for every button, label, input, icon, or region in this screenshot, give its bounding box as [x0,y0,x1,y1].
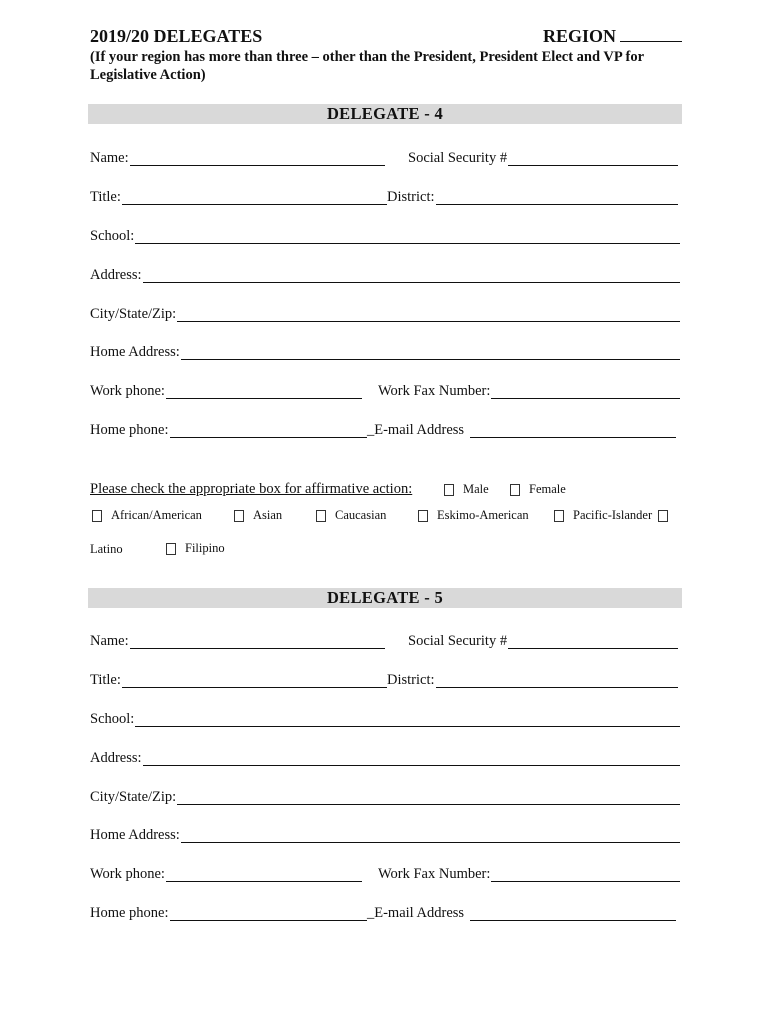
email-label: _E-mail Address [367,422,465,438]
work-fax-label: Work Fax Number: [378,866,491,882]
district-field[interactable] [387,668,678,688]
option-filipino[interactable] [166,541,225,556]
email-field[interactable] [367,418,676,438]
home-phone-field[interactable] [90,901,367,921]
school-field[interactable] [90,224,680,244]
form-title: 2019/20 DELEGATES [90,26,263,46]
option-female-label: Female [529,482,566,496]
school-field[interactable] [90,707,680,727]
name-field[interactable] [90,146,385,166]
ssn-field[interactable] [408,629,678,649]
work-fax-input[interactable] [491,867,680,882]
work-fax-field[interactable] [378,862,680,882]
option-eskimo-american[interactable] [418,508,529,523]
address-label: Address: [90,750,142,766]
name-label: Name: [90,633,129,649]
ssn-input[interactable] [508,151,678,166]
address-field[interactable] [90,746,680,766]
district-input[interactable] [436,673,678,688]
name-input[interactable] [130,634,385,649]
region-blank[interactable] [620,27,682,42]
option-eskimo-american-label: Eskimo-American [437,508,529,522]
ssn-field[interactable] [408,146,678,166]
option-latino-label: Latino [90,542,123,556]
work-fax-label: Work Fax Number: [378,383,491,399]
checkbox-african-american[interactable] [92,510,102,522]
option-asian-label: Asian [253,508,283,522]
option-caucasian[interactable] [316,508,386,523]
title-field[interactable] [90,185,387,205]
checkbox-filipino[interactable] [166,543,176,555]
city-state-zip-field[interactable] [90,785,680,805]
home-address-label: Home Address: [90,344,180,360]
work-fax-input[interactable] [491,384,680,399]
checkbox-latino[interactable] [658,510,668,522]
region-field[interactable] [543,26,682,47]
district-field[interactable] [387,185,678,205]
option-asian[interactable] [234,508,282,523]
address-label: Address: [90,267,142,283]
district-label: District: [387,672,435,688]
title-field[interactable] [90,668,387,688]
work-phone-input[interactable] [166,384,362,399]
option-male[interactable] [444,482,489,497]
home-address-field[interactable] [90,823,680,843]
work-phone-field[interactable] [90,862,362,882]
option-male-label: Male [463,482,489,496]
affirmative-action-label: Please check the appropriate box for affirmative action: [90,481,413,497]
checkbox-female[interactable] [510,484,520,496]
home-address-input[interactable] [181,345,680,360]
district-input[interactable] [436,190,678,205]
home-phone-field[interactable] [90,418,367,438]
option-pacific-islander-label: Pacific-Islander [573,508,653,522]
work-phone-input[interactable] [166,867,362,882]
address-input[interactable] [143,268,680,283]
form-subtitle: (If your region has more than three – other than the President, President Elect and VP for Legislative Action) [90,49,644,83]
school-label: School: [90,228,135,244]
section-header-delegate-5: DELEGATE - 5 [88,588,682,608]
title-input[interactable] [122,190,387,205]
home-address-input[interactable] [181,828,680,843]
checkbox-pacific-islander[interactable] [554,510,564,522]
city-state-zip-label: City/State/Zip: [90,789,177,805]
checkbox-asian[interactable] [234,510,244,522]
title-input[interactable] [122,673,387,688]
option-african-american[interactable] [92,508,202,523]
email-field[interactable] [367,901,676,921]
home-phone-label: Home phone: [90,422,169,438]
option-latino [90,542,123,557]
district-label: District: [387,189,435,205]
home-phone-input[interactable] [170,906,367,921]
email-input[interactable] [470,906,676,921]
option-pacific-islander[interactable] [554,508,668,523]
option-caucasian-label: Caucasian [335,508,387,522]
email-label: _E-mail Address [367,905,465,921]
work-phone-label: Work phone: [90,383,165,399]
name-field[interactable] [90,629,385,649]
title-label: Title: [90,672,121,688]
ssn-input[interactable] [508,634,678,649]
checkbox-caucasian[interactable] [316,510,326,522]
region-label: REGION [543,26,617,46]
name-input[interactable] [130,151,385,166]
title-label: Title: [90,189,121,205]
home-address-field[interactable] [90,340,680,360]
checkbox-male[interactable] [444,484,454,496]
school-input[interactable] [135,712,680,727]
option-filipino-label: Filipino [185,541,225,555]
work-phone-label: Work phone: [90,866,165,882]
home-phone-input[interactable] [170,423,367,438]
ssn-label: Social Security # [408,633,508,649]
work-fax-field[interactable] [378,379,680,399]
name-label: Name: [90,150,129,166]
home-address-label: Home Address: [90,827,180,843]
address-field[interactable] [90,263,680,283]
option-african-american-label: African/American [111,508,202,522]
school-input[interactable] [135,229,680,244]
email-input[interactable] [470,423,676,438]
ssn-label: Social Security # [408,150,508,166]
city-state-zip-label: City/State/Zip: [90,306,177,322]
home-phone-label: Home phone: [90,905,169,921]
city-state-zip-input[interactable] [177,790,680,805]
address-input[interactable] [143,751,680,766]
section-header-delegate-4: DELEGATE - 4 [88,104,682,124]
city-state-zip-field[interactable] [90,302,680,322]
option-female[interactable] [510,482,566,497]
checkbox-eskimo-american[interactable] [418,510,428,522]
city-state-zip-input[interactable] [177,307,680,322]
school-label: School: [90,711,135,727]
work-phone-field[interactable] [90,379,362,399]
